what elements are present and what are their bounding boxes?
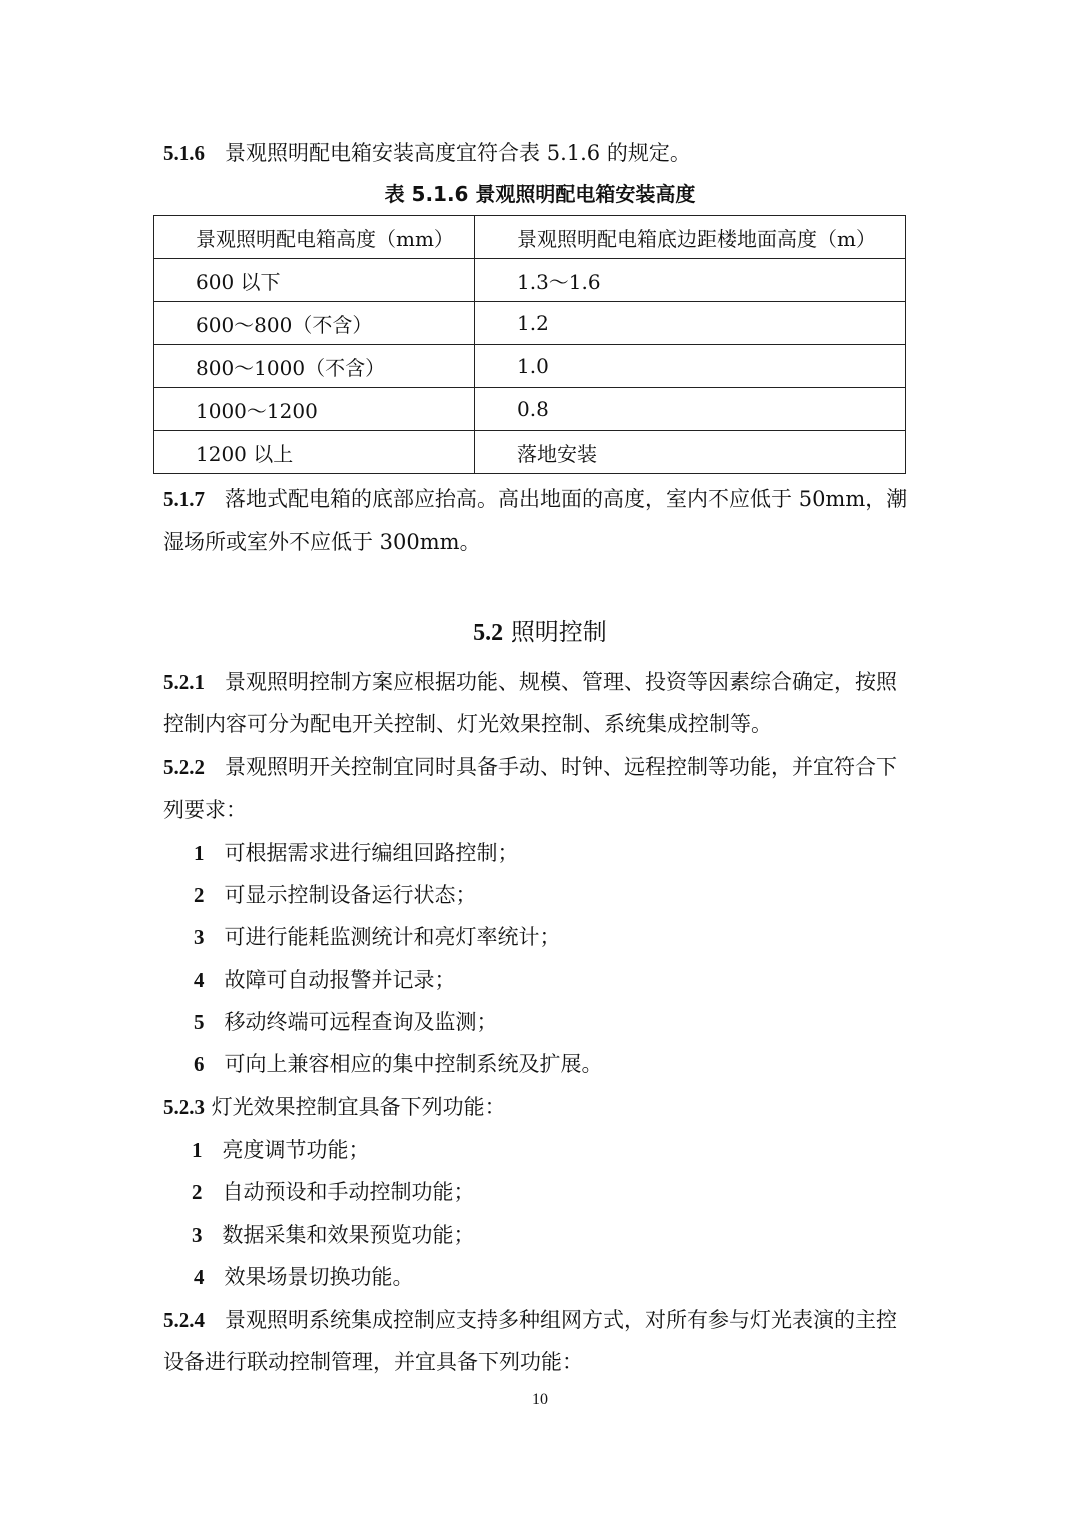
table-cell: 600 以下: [154, 259, 475, 302]
table-row: [154, 388, 906, 431]
list-number: 4: [194, 968, 205, 992]
clause-text-continuation: 湿场所或室外不应低于 300mm。: [163, 530, 481, 554]
clause-number: 5.1.6: [163, 141, 205, 165]
table-row: [154, 431, 906, 474]
list-text: 故障可自动报警并记录；: [224, 968, 456, 992]
list-number: 5: [194, 1010, 205, 1034]
clause-text: 景观照明配电箱安装高度宜符合表 5.1.6 的规定。: [225, 141, 691, 165]
table-cell: 1000～1200: [154, 388, 475, 431]
table-cell: 1.3～1.6: [475, 259, 906, 302]
clause-text: 落地式配电箱的底部应抬高。高出地面的高度，室内不应低于 50mm，潮: [225, 487, 908, 511]
clause-number: 5.1.7: [163, 487, 205, 511]
list-number: 1: [192, 1138, 203, 1162]
list-item: [194, 881, 477, 909]
table-cell: 1.2: [475, 302, 906, 345]
list-text: 可进行能耗监测统计和亮灯率统计；: [224, 925, 561, 949]
clause-5-2-3: [163, 1093, 506, 1121]
list-number: 3: [192, 1223, 203, 1247]
table-header-cell: 景观照明配电箱底边距楼地面高度（m）: [475, 216, 906, 259]
list-item: [192, 1136, 370, 1164]
clause-5-2-2: [163, 753, 897, 781]
list-item: [194, 839, 519, 867]
table-cell: 0.8: [475, 388, 906, 431]
list-text: 可根据需求进行编组回路控制；: [224, 841, 519, 865]
clause-number: 5.2.2: [163, 755, 205, 779]
list-number: 1: [194, 841, 205, 865]
installation-height-table: [153, 215, 906, 474]
clause-number: 5.2.3: [163, 1095, 205, 1119]
page-number: 10: [532, 1391, 548, 1408]
list-item: [194, 1050, 603, 1078]
list-number: 2: [194, 883, 205, 907]
list-number: 6: [194, 1052, 205, 1076]
list-text: 可显示控制设备运行状态；: [224, 883, 477, 907]
list-item: [194, 1008, 498, 1036]
table-caption: 表 5.1.6 景观照明配电箱安装高度: [384, 182, 696, 206]
clause-text: 景观照明控制方案应根据功能、规模、管理、投资等因素综合确定，按照: [225, 670, 898, 694]
clause-number: 5.2.4: [163, 1308, 205, 1332]
clause-5-1-7: [163, 485, 907, 513]
table-cell: 落地安装: [475, 431, 906, 474]
clause-5-2-1: [163, 668, 897, 696]
list-text: 亮度调节功能；: [222, 1138, 370, 1162]
section-heading: [0, 616, 1080, 649]
clause-text-continuation: 列要求：: [163, 798, 247, 822]
table-row: [154, 345, 906, 388]
clause-5-1-6: [163, 139, 691, 167]
list-text: 数据采集和效果预览功能；: [222, 1223, 475, 1247]
list-number: 4: [194, 1265, 205, 1289]
list-item: [192, 1178, 475, 1206]
list-item: [194, 923, 561, 951]
section-title: 照明控制: [510, 618, 607, 646]
table-row: [154, 302, 906, 345]
list-text: 自动预设和手动控制功能；: [222, 1180, 475, 1204]
table-cell: 600～800（不含）: [154, 302, 475, 345]
table-row: [154, 259, 906, 302]
list-item: [192, 1221, 475, 1249]
list-item: [194, 966, 456, 994]
list-text: 可向上兼容相应的集中控制系统及扩展。: [224, 1052, 603, 1076]
clause-5-2-4: [163, 1306, 897, 1334]
clause-text: 景观照明系统集成控制应支持多种组网方式，对所有参与灯光表演的主控: [225, 1308, 898, 1332]
table-header-row: [154, 216, 906, 259]
clause-text-continuation: 设备进行联动控制管理，并宜具备下列功能：: [163, 1350, 583, 1374]
list-text: 效果场景切换功能。: [224, 1265, 414, 1289]
clause-text: 灯光效果控制宜具备下列功能：: [211, 1095, 506, 1119]
list-number: 2: [192, 1180, 203, 1204]
table-header-cell: 景观照明配电箱高度（mm）: [154, 216, 475, 259]
section-number: 5.2: [473, 620, 504, 646]
table-cell: 1200 以上: [154, 431, 475, 474]
clause-number: 5.2.1: [163, 670, 205, 694]
list-number: 3: [194, 925, 205, 949]
list-item: [194, 1263, 414, 1291]
clause-text-continuation: 控制内容可分为配电开关控制、灯光效果控制、系统集成控制等。: [163, 712, 772, 736]
table-cell: 800～1000（不含）: [154, 345, 475, 388]
list-text: 移动终端可远程查询及监测；: [224, 1010, 498, 1034]
table-cell: 1.0: [475, 345, 906, 388]
clause-text: 景观照明开关控制宜同时具备手动、时钟、远程控制等功能，并宜符合下: [225, 755, 898, 779]
